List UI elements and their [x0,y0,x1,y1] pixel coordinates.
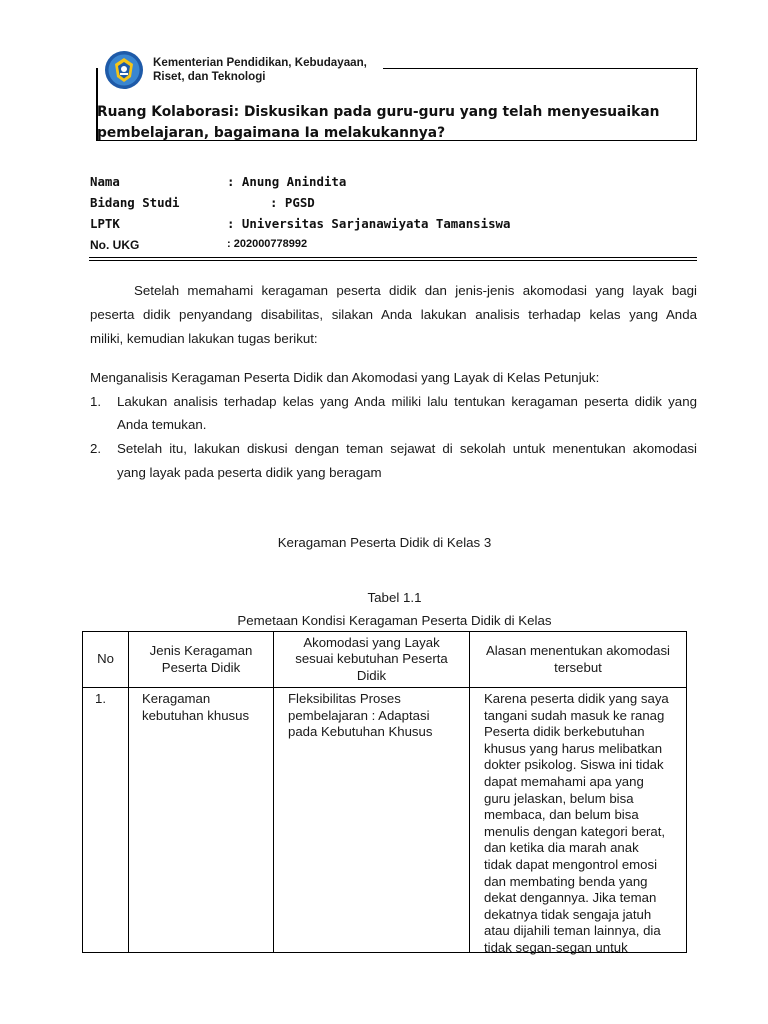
row-alasan-line: dokter psikolog. Siswa ini tidak [484,757,664,773]
header-jenis-line: Jenis Keragaman [149,642,253,658]
intro-line: miliki, kemudian lakukan tugas berikut: [90,331,318,346]
header-akomodasi-line: Didik [356,667,387,683]
row-alasan-line: guru jelaskan, belum bisa [484,790,634,806]
header-akomodasi [274,632,469,687]
table-title: Pemetaan Kondisi Keragaman Peserta Didik di Kelas [237,613,552,628]
row-jenis-line: kebutuhan khusus [142,707,250,723]
no-ukg-value: : 202000778992 [227,238,308,250]
lptk-value: : Universitas Sarjanawiyata Tamansiswa [227,216,511,231]
header-akomodasi-line: Akomodasi yang Layak [303,634,440,650]
row-alasan-line: tidak dapat mengontrol emosi [484,856,658,872]
page-title-line: Ruang Kolaborasi: Diskusikan pada guru-guru yang telah menyesuaikan [97,104,660,120]
table-header-divider [83,687,686,688]
row-no: 1. [95,691,106,706]
page-title-line: pembelajaran, bagaimana Ia melakukannya? [97,125,446,141]
ministry-name-line: Riset, dan Teknologi [153,70,266,83]
row-akomodasi-line: pembelajaran : Adaptasi [288,707,430,723]
nama-label: Nama [90,174,120,189]
task-item-text: yang layak pada peserta didik yang beragam [117,465,382,480]
no-ukg-label: No. UKG [90,238,140,252]
row-akomodasi-line: Fleksibilitas Proses [288,691,401,706]
row-alasan-line: dekat dengannya. Jika teman [484,890,657,906]
row-alasan [484,691,686,957]
row-alasan-line: dekatnya tidak sengaja jatuh [484,906,652,922]
intro-line: Setelah memahami keragaman peserta didik dan jenis-jenis akomodasi yang layak bagi [134,283,697,298]
identity-rule-top [89,257,697,258]
row-akomodasi-line: pada Kebutuhan Khusus [288,724,433,740]
task-item-text: Lakukan analisis terhadap kelas yang Anda miliki lalu tentukan keragaman peserta didik yang [117,394,697,409]
row-alasan-line: dan ketika dia marah anak [484,840,639,856]
ministry-name-line: Kementerian Pendidikan, Kebudayaan, [153,56,367,69]
task-item-text: Setelah itu, lakukan diskusi dengan teman sejawat di sekolah untuk menentukan akomodasi [117,441,697,456]
header-no [83,632,128,687]
section-title: Keragaman Peserta Didik di Kelas 3 [277,535,492,550]
row-alasan-line: tangani sudah masuk ke ranag [484,707,665,723]
row-alasan-line: Karena peserta didik yang saya [484,691,669,706]
header-akomodasi-line: sesuai kebutuhan Peserta [295,651,448,667]
row-akomodasi [288,691,468,741]
header-no-text: No [97,651,114,667]
header-jenis-line: Peserta Didik [161,659,241,675]
task-heading: Menganalisis Keragaman Peserta Didik dan Akomodasi yang Layak di Kelas Petunjuk: [90,370,600,385]
row-alasan-line: membaca, dan belum bisa [484,807,639,823]
page-title [97,102,693,144]
diversity-table [82,631,687,953]
row-jenis-line: Keragaman [142,691,211,706]
header-alasan-line: Alasan menentukan akomodasi [485,642,670,658]
bidang-studi-label: Bidang Studi [90,195,180,210]
row-alasan-line: dan membating benda yang [484,873,648,889]
row-alasan-line: khusus yang harus melibatkan [484,740,663,756]
row-alasan-line: atau dijahili teman lainnya, dia [484,923,661,939]
identity-rule-bottom [89,260,697,261]
row-alasan-line: Peserta didik berkebutuhan [484,724,645,740]
row-alasan-line: dapat memahami apa yang [484,773,644,789]
lptk-label: LPTK [90,216,120,231]
table-number: Tabel 1.1 [367,590,422,605]
row-jenis [142,691,270,724]
intro-line: peserta didik penyandang disabilitas, silakan Anda lakukan analisis terhadap kelas yang Anda [90,307,697,322]
nama-value: : Anung Anindita [227,174,347,189]
header-jenis [129,632,273,687]
header-alasan-line: tersebut [554,659,602,675]
header-alasan [470,632,686,687]
task-item-number: 1. [90,394,102,409]
task-item-number: 2. [90,441,102,456]
bidang-studi-value: : PGSD [270,195,315,210]
row-alasan-line: menulis dengan kategori berat, [484,823,666,839]
row-alasan-line: tidak segan-segan untuk [484,939,628,955]
task-item-text: Anda temukan. [117,417,207,432]
